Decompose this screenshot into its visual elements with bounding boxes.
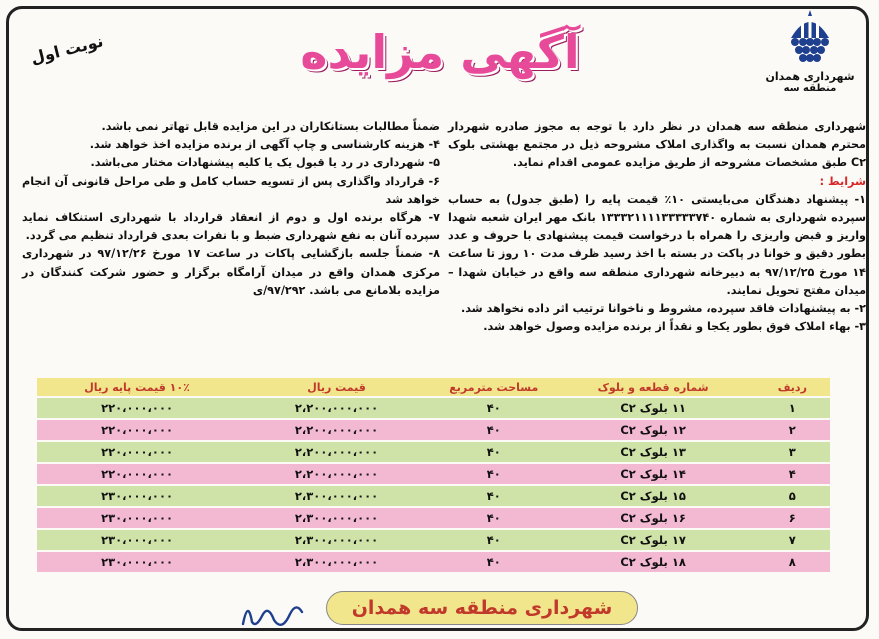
block-number: ۱۴ بلوک C۲ (552, 464, 755, 484)
row-number: ۶ (755, 508, 830, 528)
price-value: ۲،۳۰۰،۰۰۰،۰۰۰ (237, 530, 436, 550)
notice-title: آگهی مزایده (300, 25, 580, 79)
header-deposit: ۱۰٪ قیمت پایه ریال (37, 378, 237, 396)
handwritten-signature-icon (238, 594, 308, 634)
header-price: قیمت ریال (237, 378, 436, 396)
area-value: ۴۰ (436, 442, 552, 462)
price-value: ۲،۲۰۰،۰۰۰،۰۰۰ (237, 420, 436, 440)
row-number: ۸ (755, 552, 830, 572)
header-row-number: ردیف (755, 378, 830, 396)
condition-item: ۳- بهاء املاک فوق بطور یکجا و نقداً از برنده مزایده وصول خواهد شد. (483, 320, 866, 334)
row-number: ۱ (755, 398, 830, 418)
condition-item: ۱- پیشنهاد دهندگان می‌بایستی ۱۰٪ قیمت پایه را (طبق جدول) به حساب سپرده شهرداری به شماره ۱۳۳۳۲۱۱۱۱۳۳۳۳۳۷۴۰ بانک مهر ایران شعبه شهدا واریز و قبض واریزی را همراه با درخواست قیمت پیشنهادی با حروف و عدد بطور دقیق و خوانا در پاکت در بسته با اخذ رسید ظرف مدت ۱۰ روز تا ساعت ۱۴ مورخ ۹۷/۱۲/۲۵ به دبیرخانه شهرداری منطقه سه واقع در خیابان شهدا – میدان مفتح تحویل نمایند. (448, 192, 867, 297)
condition-item: ۵- شهرداری در رد یا قبول یک یا کلیه پیشنهادات مختار می‌باشد. (90, 156, 440, 170)
deposit-value: ۲۳۰،۰۰۰،۰۰۰ (37, 486, 237, 506)
table-header-row (37, 378, 830, 396)
price-value: ۲،۲۰۰،۰۰۰،۰۰۰ (237, 442, 436, 462)
block-number: ۱۵ بلوک C۲ (552, 486, 755, 506)
price-value: ۲،۳۰۰،۰۰۰،۰۰۰ (237, 508, 436, 528)
price-value: ۲،۳۰۰،۰۰۰،۰۰۰ (237, 486, 436, 506)
row-number: ۴ (755, 464, 830, 484)
table-row (37, 420, 830, 440)
row-number: ۷ (755, 530, 830, 550)
conditions-heading: شرایط : (819, 174, 866, 188)
logo-name: شهرداری همدان (765, 70, 855, 83)
deposit-value: ۲۲۰،۰۰۰،۰۰۰ (37, 464, 237, 484)
area-value: ۴۰ (436, 530, 552, 550)
notice-body-right (448, 118, 866, 336)
block-number: ۱۸ بلوک C۲ (552, 552, 755, 572)
block-number: ۱۷ بلوک C۲ (552, 530, 755, 550)
table-row (37, 486, 830, 506)
condition-item: ۴- هزینه کارشناسی و چاپ آگهی از برنده مزایده اخذ خواهد شد. (89, 138, 440, 152)
deposit-value: ۲۲۰،۰۰۰،۰۰۰ (37, 398, 237, 418)
deposit-value: ۲۳۰،۰۰۰،۰۰۰ (37, 530, 237, 550)
block-number: ۱۶ بلوک C۲ (552, 508, 755, 528)
table-row (37, 530, 830, 550)
block-number: ۱۳ بلوک C۲ (552, 442, 755, 462)
intro-paragraph: شهرداری منطقه سه همدان در نظر دارد با توجه به مجوز صادره شهردار محترم همدان نسبت به واگذاری املاک مشروحه ذیل در مجتمع بهشتی بلوک C۲ طبق مشخصات مشروحه از طریق مزایده عمومی اقدام نماید. (448, 120, 866, 170)
table-row (37, 398, 830, 418)
deposit-value: ۲۳۰،۰۰۰،۰۰۰ (37, 552, 237, 572)
area-value: ۴۰ (436, 486, 552, 506)
row-number: ۵ (755, 486, 830, 506)
deposit-value: ۲۳۰،۰۰۰،۰۰۰ (37, 508, 237, 528)
condition-item: ۲- به پیشنهادات فاقد سپرده، مشروط و ناخوانا ترتیب اثر داده نخواهد شد. (460, 302, 866, 316)
notice-body-left (22, 118, 440, 300)
area-value: ۴۰ (436, 420, 552, 440)
header-block-number: شماره قطعه و بلوک (552, 378, 755, 396)
row-number: ۳ (755, 442, 830, 462)
footer-banner: شهرداری منطقه سه همدان (326, 591, 638, 625)
deposit-value: ۲۲۰،۰۰۰،۰۰۰ (37, 442, 237, 462)
area-value: ۴۰ (436, 464, 552, 484)
table-row (37, 464, 830, 484)
price-value: ۲،۲۰۰،۰۰۰،۰۰۰ (237, 464, 436, 484)
price-value: ۲،۲۰۰،۰۰۰،۰۰۰ (237, 398, 436, 418)
row-number: ۲ (755, 420, 830, 440)
logo-district: منطقه سه (783, 83, 837, 94)
municipality-logo (760, 8, 860, 94)
area-value: ۴۰ (436, 552, 552, 572)
properties-table (37, 376, 830, 574)
condition-item: ضمناً مطالبات بستانکاران در این مزایده قابل تهاتر نمی باشد. (101, 120, 440, 133)
round-label: نوبت اول (28, 31, 106, 68)
header-area: مساحت مترمربع (436, 378, 552, 396)
municipality-emblem-icon (779, 8, 841, 64)
condition-item: ۶- قرارداد واگذاری پس از تسویه حساب کامل و طی مراحل قانونی آن انجام خواهد شد (22, 174, 440, 206)
area-value: ۴۰ (436, 398, 552, 418)
condition-item: ۸- ضمناً جلسه بازگشایی پاکات در ساعت ۱۷ مورخ ۹۷/۱۲/۲۶ در شهرداری مرکزی همدان واقع در میدان آرامگاه برگزار و حضور شرکت کنندگان در مزایده بلامانع می باشد. ۹۷/۲۹۲/ی (22, 247, 440, 297)
table-row (37, 552, 830, 572)
price-value: ۲،۳۰۰،۰۰۰،۰۰۰ (237, 552, 436, 572)
condition-item: ۷- هرگاه برنده اول و دوم از انعقاد قرارداد با شهرداری استنکاف نماید سپرده آنان به نفع شهرداری ضبط و با نفرات بعدی قرارداد تنظیم می گردد. (22, 211, 440, 243)
table-row (37, 508, 830, 528)
area-value: ۴۰ (436, 508, 552, 528)
table-row (37, 442, 830, 462)
block-number: ۱۱ بلوک C۲ (552, 398, 755, 418)
block-number: ۱۲ بلوک C۲ (552, 420, 755, 440)
deposit-value: ۲۲۰،۰۰۰،۰۰۰ (37, 420, 237, 440)
